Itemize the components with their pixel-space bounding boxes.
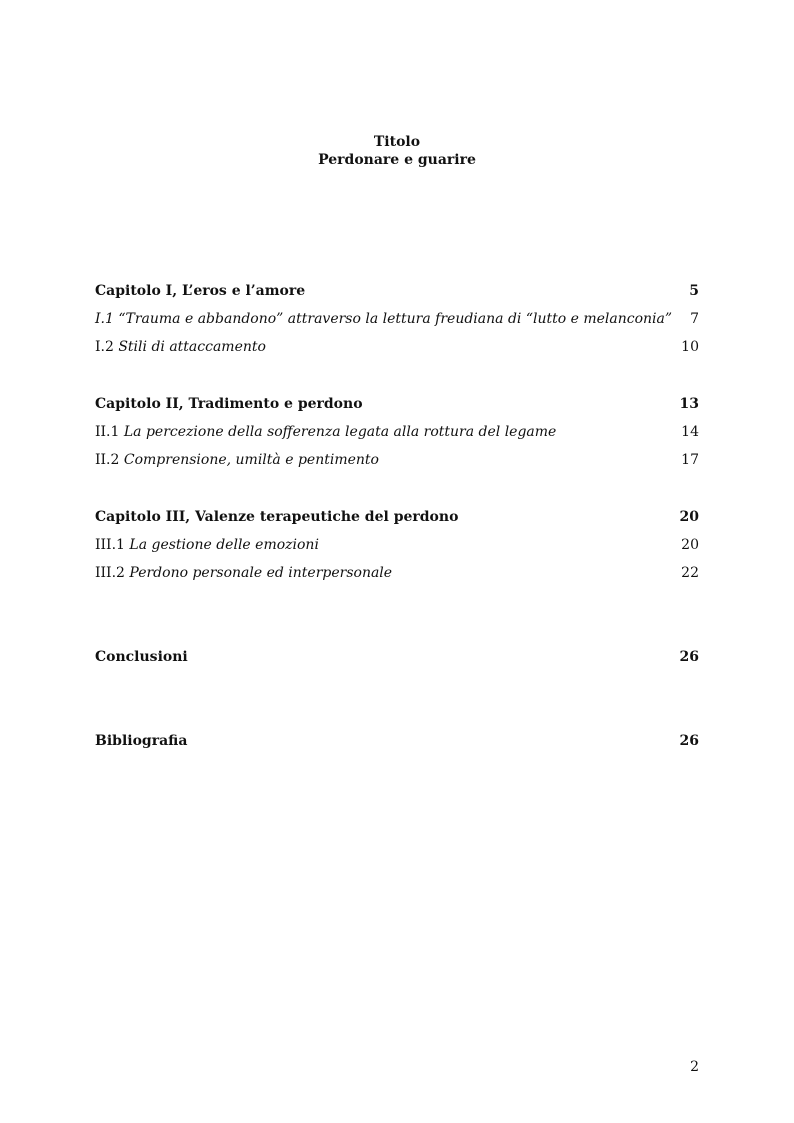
- toc-entry-page: 26: [679, 733, 699, 749]
- toc-entry-page: 20: [681, 537, 699, 553]
- toc-entry-section-1-1[interactable]: [95, 308, 699, 330]
- toc-entry-label: [95, 336, 266, 358]
- toc-entry-chapter-2[interactable]: [95, 393, 699, 415]
- toc-entry-page: 14: [681, 424, 699, 440]
- toc-entry-label: Bibliografia: [95, 733, 188, 749]
- toc-entry-page: 10: [681, 339, 699, 355]
- section-title: La percezione della sofferenza legata alla rottura del legame: [123, 424, 557, 440]
- section-title: La gestione delle emozioni: [129, 537, 319, 553]
- toc-entry-section-3-2[interactable]: [95, 562, 699, 584]
- section-title: “Trauma e abbandono” attraverso la lettura freudiana di “lutto e melanconia”: [118, 311, 673, 327]
- section-number: I.2: [95, 339, 114, 355]
- toc-entry-page: 26: [679, 649, 699, 665]
- section-title: Stili di attaccamento: [118, 339, 266, 355]
- section-number: I.1: [95, 311, 114, 327]
- page-number: 2: [690, 1059, 699, 1075]
- toc-entry-chapter-1[interactable]: [95, 280, 699, 302]
- toc-entry-section-2-2[interactable]: [95, 449, 699, 471]
- document-title: Perdonare e guarire: [318, 152, 476, 168]
- toc-entry-label: Conclusioni: [95, 649, 188, 665]
- toc-entry-label: Capitolo II, Tradimento e perdono: [95, 396, 363, 412]
- section-title: Perdono personale ed interpersonale: [129, 565, 393, 581]
- section-number: III.1: [95, 537, 125, 553]
- toc-entry-section-2-1[interactable]: [95, 421, 699, 443]
- title-label: Titolo: [373, 134, 421, 150]
- toc-entry-page: 5: [689, 283, 699, 299]
- toc-entry-label: [95, 534, 319, 556]
- section-number: II.1: [95, 424, 120, 440]
- toc-entry-label: [95, 449, 379, 471]
- section-number: II.2: [95, 452, 120, 468]
- toc-entry-chapter-3[interactable]: [95, 506, 699, 528]
- toc-entry-label: Capitolo I, L’eros e l’amore: [95, 283, 306, 299]
- toc-entry-label: [95, 562, 392, 584]
- toc-entry-conclusioni[interactable]: [95, 646, 699, 668]
- toc-entry-page: 22: [681, 565, 699, 581]
- toc-entry-label: [95, 308, 672, 330]
- toc-entry-page: 13: [679, 396, 699, 412]
- title-block: [0, 133, 794, 169]
- toc-entry-section-3-1[interactable]: [95, 534, 699, 556]
- section-title: Comprensione, umiltà e pentimento: [123, 452, 379, 468]
- toc-entry-page: 20: [679, 509, 699, 525]
- toc-entry-page: 7: [690, 311, 699, 327]
- toc-entry-label: [95, 421, 556, 443]
- toc-entry-bibliografia[interactable]: [95, 730, 699, 752]
- section-number: III.2: [95, 565, 125, 581]
- toc-entry-section-1-2[interactable]: [95, 336, 699, 358]
- toc-entry-label: Capitolo III, Valenze terapeutiche del perdono: [95, 509, 459, 525]
- toc-entry-page: 17: [681, 452, 699, 468]
